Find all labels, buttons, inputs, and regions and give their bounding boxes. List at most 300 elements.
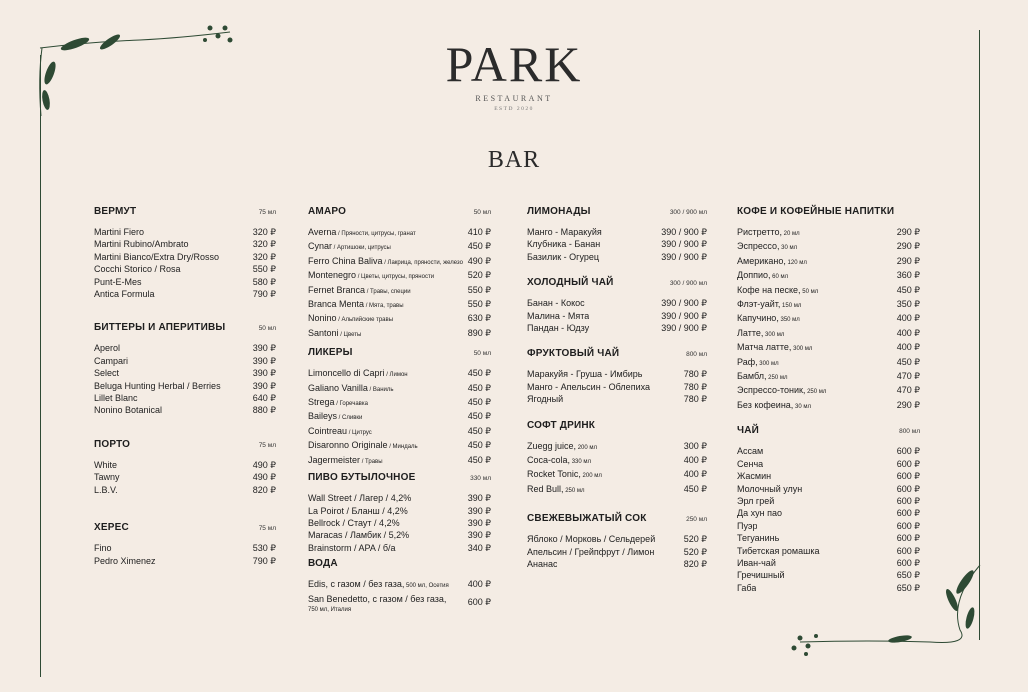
item-note: 300 мл — [757, 360, 779, 367]
menu-section — [308, 558, 491, 614]
item-note: 500 мл, Осетия — [404, 583, 449, 590]
item-name: Манго - Маракуйя — [527, 227, 602, 237]
item-name-wrap — [94, 342, 120, 354]
item-name: Baileys — [308, 411, 338, 422]
item-name: Эспрессо-тоник, — [737, 385, 806, 396]
item-name: Флэт-уайт, — [737, 299, 781, 310]
item-name-wrap — [308, 255, 463, 269]
item-name-wrap — [737, 507, 782, 519]
item-name-wrap — [527, 483, 585, 497]
menu-item — [308, 439, 491, 453]
item-name-wrap — [308, 226, 416, 240]
section-header — [527, 420, 707, 434]
item-name-wrap — [308, 367, 408, 381]
item-name-wrap — [527, 368, 642, 380]
menu-item — [737, 284, 920, 298]
item-price: 400 ₽ — [683, 455, 707, 466]
menu-item — [94, 263, 276, 275]
item-name-wrap — [527, 533, 655, 545]
item-price: 450 ₽ — [896, 356, 920, 367]
item-price: 390 ₽ — [467, 505, 491, 516]
item-note: / Артишоки, цитрусы — [332, 245, 391, 252]
item-name: Да хун пао — [737, 508, 782, 519]
item-name-wrap — [737, 255, 807, 269]
section-title: КОФЕ И КОФЕЙНЫЕ НАПИТКИ — [737, 206, 895, 217]
menu-item — [527, 297, 707, 309]
section-header — [94, 439, 276, 453]
menu-item — [737, 545, 920, 557]
menu-item — [308, 410, 491, 424]
item-name: Averna — [308, 227, 337, 237]
menu-item — [94, 484, 276, 496]
menu-item — [737, 557, 920, 569]
item-price: 360 ₽ — [896, 270, 920, 281]
menu-item — [94, 555, 276, 567]
item-name-wrap — [737, 569, 784, 581]
menu-section — [308, 472, 491, 554]
menu-item — [737, 370, 920, 384]
item-price: 790 ₽ — [252, 289, 276, 300]
item-name-wrap — [94, 471, 120, 483]
item-name: Тегуанинь — [737, 533, 780, 544]
item-name: Ананас — [527, 559, 558, 570]
item-name: Иван-чай — [737, 557, 776, 568]
section-volume: 300 / 900 мл — [669, 280, 707, 288]
item-name: Select — [94, 368, 120, 379]
menu-section — [737, 425, 920, 594]
item-name: Red Bull, — [527, 483, 564, 494]
item-name: Ассам — [737, 446, 764, 457]
item-name: Без кофеина, — [737, 399, 794, 410]
item-name-wrap — [527, 310, 589, 322]
item-name-wrap — [94, 276, 142, 288]
brand-subtitle: RESTAURANT — [475, 94, 553, 103]
item-name-wrap — [737, 298, 801, 312]
item-name: Santoni — [308, 327, 339, 338]
brand-logo — [0, 36, 1028, 112]
section-header — [308, 558, 491, 572]
item-price: 520 ₽ — [683, 546, 707, 557]
item-note: 20 мл — [782, 231, 800, 237]
item-name: Fernet Branca — [308, 284, 366, 295]
item-name-wrap — [94, 392, 138, 404]
item-name-wrap — [527, 393, 563, 405]
item-name-wrap — [737, 327, 784, 341]
item-name-wrap — [308, 492, 411, 504]
menu-column-4 — [737, 206, 920, 594]
item-name: Zuegg juice, — [527, 440, 577, 451]
menu-section — [527, 277, 707, 334]
item-name: Disaronno Originale — [308, 440, 388, 451]
item-name: Тибетская ромашка — [737, 545, 820, 556]
item-note: 250 мл — [563, 487, 585, 494]
menu-item — [308, 327, 491, 341]
section-volume: 330 мл — [470, 475, 491, 483]
item-name: Пандан - Юдзу — [527, 323, 590, 334]
section-title: ЧАЙ — [737, 425, 760, 437]
item-price: 450 ₽ — [467, 454, 491, 465]
menu-item — [527, 533, 707, 545]
item-price: 390 ₽ — [252, 380, 276, 391]
section-title: ЛИМОНАДЫ — [527, 206, 591, 217]
menu-item — [308, 298, 491, 312]
item-name-wrap — [308, 410, 362, 424]
menu-item — [308, 240, 491, 254]
item-price: 600 ₽ — [896, 495, 920, 506]
item-name-wrap — [737, 458, 763, 470]
item-name: Банан - Кокос — [527, 298, 585, 309]
item-name-wrap — [527, 297, 585, 309]
menu-item — [94, 380, 276, 392]
item-name-wrap — [527, 546, 654, 558]
item-price: 450 ₽ — [467, 368, 491, 379]
section-volume: 800 мл — [899, 428, 920, 436]
menu-section — [527, 513, 707, 570]
item-price: 470 ₽ — [896, 385, 920, 396]
section-volume: 250 мл — [686, 516, 707, 524]
menu-item — [308, 255, 491, 269]
item-price: 340 ₽ — [467, 542, 491, 553]
section-title: СОФТ ДРИНК — [527, 419, 596, 431]
menu-item — [308, 382, 491, 396]
item-name-wrap — [737, 226, 800, 240]
item-price: 320 ₽ — [252, 239, 276, 250]
menu-section — [527, 348, 707, 405]
menu-item — [308, 454, 491, 468]
item-price: 390 ₽ — [252, 343, 276, 354]
item-name: La Poirot / Бланш / 4,2% — [308, 505, 408, 516]
item-note: / Горечавка — [334, 401, 368, 408]
item-note: 300 мл — [763, 331, 785, 338]
item-name: Martini Bianco/Extra Dry/Rosso — [94, 251, 220, 262]
item-price: 290 ₽ — [896, 241, 920, 252]
item-name: Beluga Hunting Herbal / Berries — [94, 380, 221, 391]
item-note: / Травы — [360, 458, 383, 465]
item-note: 120 мл — [785, 259, 807, 266]
item-name-wrap — [737, 582, 756, 594]
item-price: 290 ₽ — [896, 227, 920, 237]
item-price: 390 / 900 ₽ — [661, 251, 707, 262]
item-name-wrap — [308, 298, 404, 312]
item-name-wrap — [527, 322, 589, 334]
item-name-wrap — [737, 341, 812, 355]
menu-item — [737, 483, 920, 495]
menu-item — [737, 269, 920, 283]
item-name-wrap — [737, 470, 771, 482]
item-note: / Лимон — [384, 372, 408, 379]
item-name-wrap — [737, 532, 779, 544]
item-price: 490 ₽ — [252, 459, 276, 470]
item-note: / Цитрус — [347, 429, 372, 436]
item-name: Brainstorm / APA / б/а — [308, 542, 396, 553]
item-note: 250 мл — [766, 375, 788, 382]
item-price: 520 ₽ — [683, 534, 707, 545]
item-price: 450 ₽ — [467, 397, 491, 408]
item-note: 60 мл — [770, 274, 789, 281]
item-name-wrap — [308, 595, 446, 615]
item-name-wrap — [308, 578, 449, 592]
menu-column-3 — [527, 206, 707, 571]
section-header — [527, 277, 707, 291]
item-name-wrap — [527, 226, 602, 238]
item-price: 550 ₽ — [467, 284, 491, 295]
item-name-wrap — [94, 238, 189, 250]
item-price: 890 ₽ — [467, 327, 491, 338]
menu-item — [737, 495, 920, 507]
item-name: Martini Rubino/Ambrato — [94, 239, 189, 250]
item-name: Базилик - Огурец — [527, 251, 600, 262]
menu-section — [527, 420, 707, 498]
menu-item — [737, 356, 920, 370]
section-title: СВЕЖЕВЫЖАТЫЙ СОК — [527, 513, 647, 525]
item-note: / Мята, травы — [364, 303, 404, 310]
section-volume: 50 мл — [473, 209, 491, 216]
item-note: 330 мл — [570, 459, 592, 466]
menu-column-2 — [308, 206, 491, 617]
menu-item — [308, 595, 491, 615]
item-price: 600 ₽ — [896, 520, 920, 531]
item-name-wrap — [527, 251, 599, 263]
item-price: 650 ₽ — [896, 570, 920, 581]
item-price: 450 ₽ — [467, 382, 491, 393]
item-name-wrap — [94, 367, 119, 379]
section-title: ФРУКТОВЫЙ ЧАЙ — [527, 348, 620, 360]
page-title: BAR — [487, 147, 541, 173]
menu-item — [737, 298, 920, 312]
item-name-wrap — [308, 269, 434, 283]
item-name: Lillet Blanc — [94, 393, 138, 404]
menu-item — [308, 269, 491, 283]
menu-item — [94, 342, 276, 354]
menu-item — [737, 327, 920, 341]
section-header — [308, 206, 491, 220]
item-name: Габа — [737, 582, 757, 593]
item-price: 390 / 900 ₽ — [661, 323, 707, 334]
section-header — [308, 472, 491, 486]
item-name: L.B.V. — [94, 484, 118, 495]
item-price: 390 ₽ — [467, 530, 491, 541]
section-volume: 75 мл — [258, 441, 276, 449]
menu-item — [527, 368, 707, 380]
item-name-wrap — [94, 542, 112, 554]
item-name: Cynar — [308, 241, 333, 252]
menu-item — [94, 276, 276, 288]
menu-item — [737, 240, 920, 254]
item-price: 320 ₽ — [252, 251, 276, 262]
menu-item — [737, 507, 920, 519]
item-name: Гречишный — [737, 570, 785, 581]
item-price: 400 ₽ — [896, 342, 920, 353]
item-note: / Миндаль — [387, 444, 418, 451]
menu-item — [308, 517, 491, 529]
menu-item — [737, 582, 920, 594]
section-volume: 300 / 900 мл — [669, 209, 707, 216]
item-name-wrap — [737, 399, 811, 413]
item-name: Бамбл, — [737, 371, 767, 382]
item-name: Edis, с газом / без газа, — [308, 579, 405, 590]
item-note: / Травы, специи — [365, 288, 411, 295]
menu-item — [527, 546, 707, 558]
menu-section — [94, 522, 276, 567]
item-price: 290 ₽ — [896, 255, 920, 266]
menu-item — [308, 396, 491, 410]
section-header — [527, 513, 707, 527]
brand-estd: ESTD 2020 — [494, 106, 534, 112]
item-name: Nonino — [308, 313, 337, 324]
menu-item — [94, 226, 276, 238]
section-title: ВЕРМУТ — [94, 206, 137, 217]
item-note: 50 мл — [800, 288, 819, 295]
item-note: / Альпийские травы — [336, 317, 394, 324]
item-note: / Сливки — [337, 415, 363, 422]
item-name: Wall Street / Лагер / 4,2% — [308, 493, 412, 504]
item-name: Эспрессо, — [737, 241, 780, 252]
menu-item — [94, 238, 276, 250]
menu-item — [308, 284, 491, 298]
item-price: 600 ₽ — [896, 533, 920, 544]
item-name: Эрл грей — [737, 495, 775, 506]
item-name-wrap — [737, 495, 774, 507]
item-name-wrap — [94, 288, 155, 300]
menu-section — [308, 347, 491, 468]
item-name-wrap — [737, 312, 800, 326]
section-header — [527, 348, 707, 362]
item-name: Jagermeister — [308, 454, 361, 465]
item-price: 600 ₽ — [896, 446, 920, 457]
menu-item — [527, 381, 707, 393]
item-name: Campari — [94, 355, 129, 366]
item-price: 390 / 900 ₽ — [661, 239, 707, 250]
menu-section — [94, 206, 276, 300]
item-name: Punt-E-Mes — [94, 276, 142, 287]
menu-item — [94, 288, 276, 300]
menu-item — [94, 404, 276, 416]
item-price: 490 ₽ — [252, 472, 276, 483]
item-name-wrap — [737, 545, 820, 557]
item-name-wrap — [308, 312, 393, 326]
item-price: 600 ₽ — [896, 508, 920, 519]
item-price: 550 ₽ — [252, 264, 276, 275]
item-name: Капучино, — [737, 313, 779, 324]
item-price: 530 ₽ — [252, 543, 276, 554]
item-name-wrap — [94, 263, 181, 275]
menu-item — [737, 226, 920, 240]
menu-item — [308, 505, 491, 517]
item-price: 390 ₽ — [467, 493, 491, 504]
item-name: Montenegro — [308, 270, 357, 281]
item-name-wrap — [737, 284, 818, 298]
menu-item — [94, 459, 276, 471]
menu-item — [308, 529, 491, 541]
menu-item — [94, 355, 276, 367]
menu-item — [527, 238, 707, 250]
item-name: Манго - Апельсин - Облепиха — [527, 381, 650, 392]
item-price: 400 ₽ — [896, 327, 920, 338]
item-name: Branca Menta — [308, 299, 365, 310]
item-name: Американо, — [737, 255, 786, 266]
section-title: АМАРО — [308, 206, 347, 217]
item-price: 320 ₽ — [252, 227, 276, 237]
section-header — [737, 206, 920, 220]
item-name-wrap — [308, 454, 383, 468]
item-price: 400 ₽ — [467, 579, 491, 590]
section-title: ПОРТО — [94, 438, 131, 450]
item-price: 350 ₽ — [896, 299, 920, 310]
item-name-wrap — [737, 445, 763, 457]
item-price: 580 ₽ — [252, 276, 276, 287]
item-name-wrap — [308, 284, 411, 298]
item-name: Кофе на песке, — [737, 284, 801, 295]
menu-item — [527, 483, 707, 497]
menu-item — [737, 399, 920, 413]
menu-item — [737, 470, 920, 482]
item-name-wrap — [737, 269, 788, 283]
item-name-wrap — [527, 468, 602, 482]
item-price: 820 ₽ — [252, 484, 276, 495]
menu-item — [737, 520, 920, 532]
menu-item — [308, 425, 491, 439]
item-name-wrap — [737, 370, 788, 384]
item-price: 390 / 900 ₽ — [661, 227, 707, 237]
item-price: 600 ₽ — [896, 557, 920, 568]
item-name-wrap — [94, 355, 128, 367]
item-name: Nonino Botanical — [94, 405, 163, 416]
item-name: Galiano Vanilla — [308, 382, 368, 393]
menu-item — [737, 458, 920, 470]
item-name-wrap — [94, 380, 221, 392]
item-name: Bellrock / Стаут / 4,2% — [308, 517, 400, 528]
menu-item — [94, 392, 276, 404]
item-name-wrap — [308, 542, 396, 554]
item-name-wrap — [94, 484, 118, 496]
item-name: Aperol — [94, 343, 121, 354]
item-name: Limoncello di Capri — [308, 368, 385, 379]
item-price: 450 ₽ — [683, 483, 707, 494]
item-price: 450 ₽ — [467, 241, 491, 252]
menu-item — [308, 312, 491, 326]
item-price: 410 ₽ — [467, 227, 491, 237]
item-price: 290 ₽ — [896, 399, 920, 410]
section-title: ХЕРЕС — [94, 522, 129, 534]
menu-section — [308, 206, 491, 341]
item-name: Cointreau — [308, 425, 348, 436]
item-price: 600 ₽ — [467, 596, 491, 607]
menu-item — [94, 251, 276, 263]
menu-item — [94, 367, 276, 379]
item-note: / Пряности, цитрусы, гранат — [336, 231, 416, 237]
item-name-wrap — [308, 439, 418, 453]
section-header — [94, 322, 276, 336]
item-name-wrap — [94, 555, 156, 567]
item-name-wrap — [737, 384, 826, 398]
item-name: Tawny — [94, 472, 120, 483]
section-volume: 800 мл — [686, 351, 707, 359]
item-price: 780 ₽ — [683, 369, 707, 380]
item-name: Латте, — [737, 327, 764, 338]
item-name-wrap — [527, 440, 597, 454]
section-title: ВОДА — [308, 558, 338, 570]
item-name: Доппио, — [737, 270, 771, 281]
item-name-wrap — [737, 483, 802, 495]
item-name-wrap — [94, 459, 117, 471]
item-name: Pedro Ximenez — [94, 555, 156, 566]
item-name-wrap — [737, 356, 779, 370]
item-name: Яблоко / Морковь / Сельдерей — [527, 534, 656, 545]
section-header — [737, 425, 920, 439]
item-price: 450 ₽ — [896, 284, 920, 295]
menu-item — [737, 312, 920, 326]
item-price: 490 ₽ — [467, 255, 491, 266]
